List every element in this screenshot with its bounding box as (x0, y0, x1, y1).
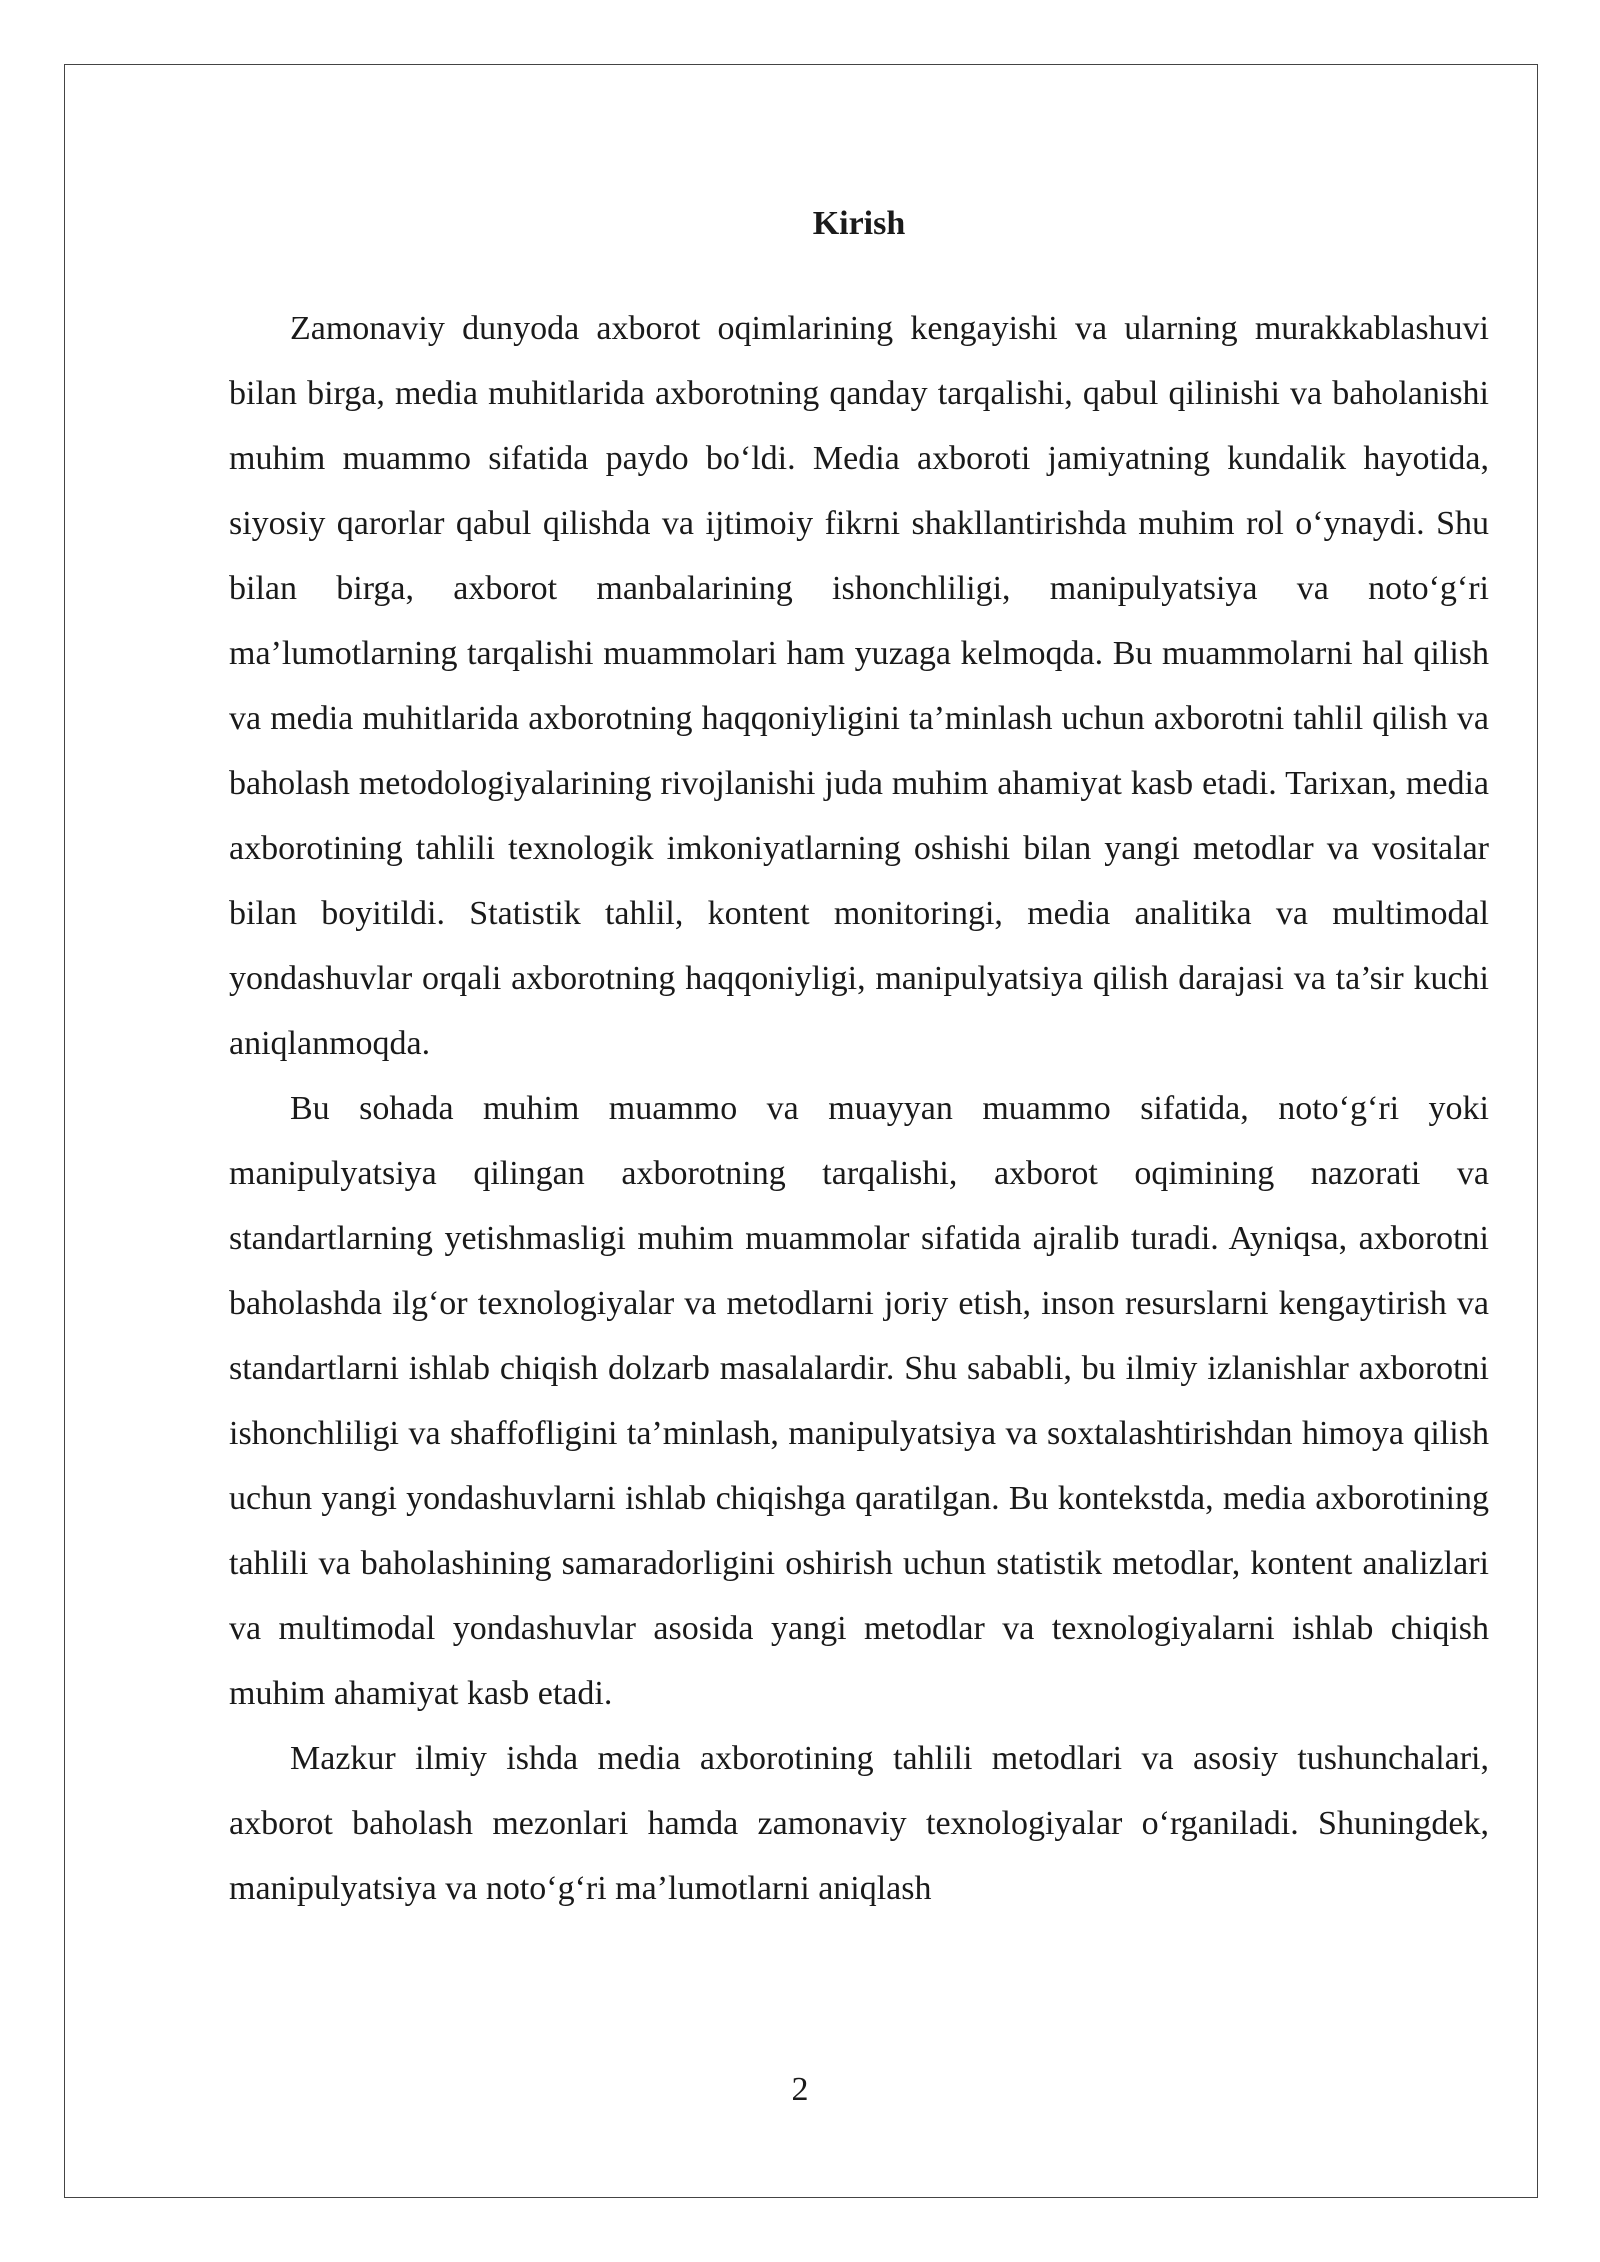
body-text (229, 296, 1489, 1921)
paragraph-2: Bu sohada muhim muammo va muayyan muammo sifatida, noto‘g‘ri yoki manipulyatsiya qilingan axborotning tarqalishi, axborot oqimining nazorati va standartlarning yetishmasligi muhim muammolar sifatida ajralib turadi. Ayniqsa, axborotni baholashda ilg‘or texnologiyalar va metodlarni joriy etish, inson resurslarni kengaytirish va standartlarni ishlab chiqish dolzarb masalalardir. Shu sababli, bu ilmiy izlanishlar axborotni ishonchliligi va shaffofligini ta’minlash, manipulyatsiya va soxtalashtirishdan himoya qilish uchun yangi yondashuvlarni ishlab chiqishga qaratilgan. Bu kontekstda, media axborotining tahlili va baholashining samaradorligini oshirish uchun statistik metodlar, kontent analizlari va multimodal yondashuvlar asosida yangi metodlar va texnologiyalarni ishlab chiqish muhim ahamiyat kasb etadi. (229, 1090, 1489, 1712)
section-heading: Kirish (812, 205, 906, 242)
page-number: 2 (791, 2071, 809, 2108)
page-content (229, 196, 1489, 1921)
paragraph-1: Zamonaviy dunyoda axborot oqimlarining kengayishi va ularning murakkablashuvi bilan birga, media muhitlarida axborotning qanday tarqalishi, qabul qilinishi va baholanishi muhim muammo sifatida paydo bo‘ldi. Media axboroti jamiyatning kundalik hayotida, siyosiy qarorlar qabul qilishda va ijtimoiy fikrni shakllantirishda muhim rol o‘ynaydi. Shu bilan birga, axborot manbalarining ishonchliligi, manipulyatsiya va noto‘g‘ri ma’lumotlarning tarqalishi muammolari ham yuzaga kelmoqda. Bu muammolarni hal qilish va media muhitlarida axborotning haqqoniyligini ta’minlash uchun axborotni tahlil qilish va baholash metodologiyalarining rivojlanishi juda muhim ahamiyat kasb etadi. Tarixan, media axborotining tahlili texnologik imkoniyatlarning oshishi bilan yangi metodlar va vositalar bilan boyitildi. Statistik tahlil, kontent monitoringi, media analitika va multimodal yondashuvlar orqali axborotning haqqoniyligi, manipulyatsiya qilish darajasi va ta’sir kuchi aniqlanmoqda. (229, 310, 1489, 1062)
paragraph-3: Mazkur ilmiy ishda media axborotining tahlili metodlari va asosiy tushunchalari, axborot baholash mezonlari hamda zamonaviy texnologiyalar o‘rganiladi. Shuningdek, manipulyatsiya va noto‘g‘ri ma’lumotlarni aniqlash (229, 1740, 1489, 1907)
